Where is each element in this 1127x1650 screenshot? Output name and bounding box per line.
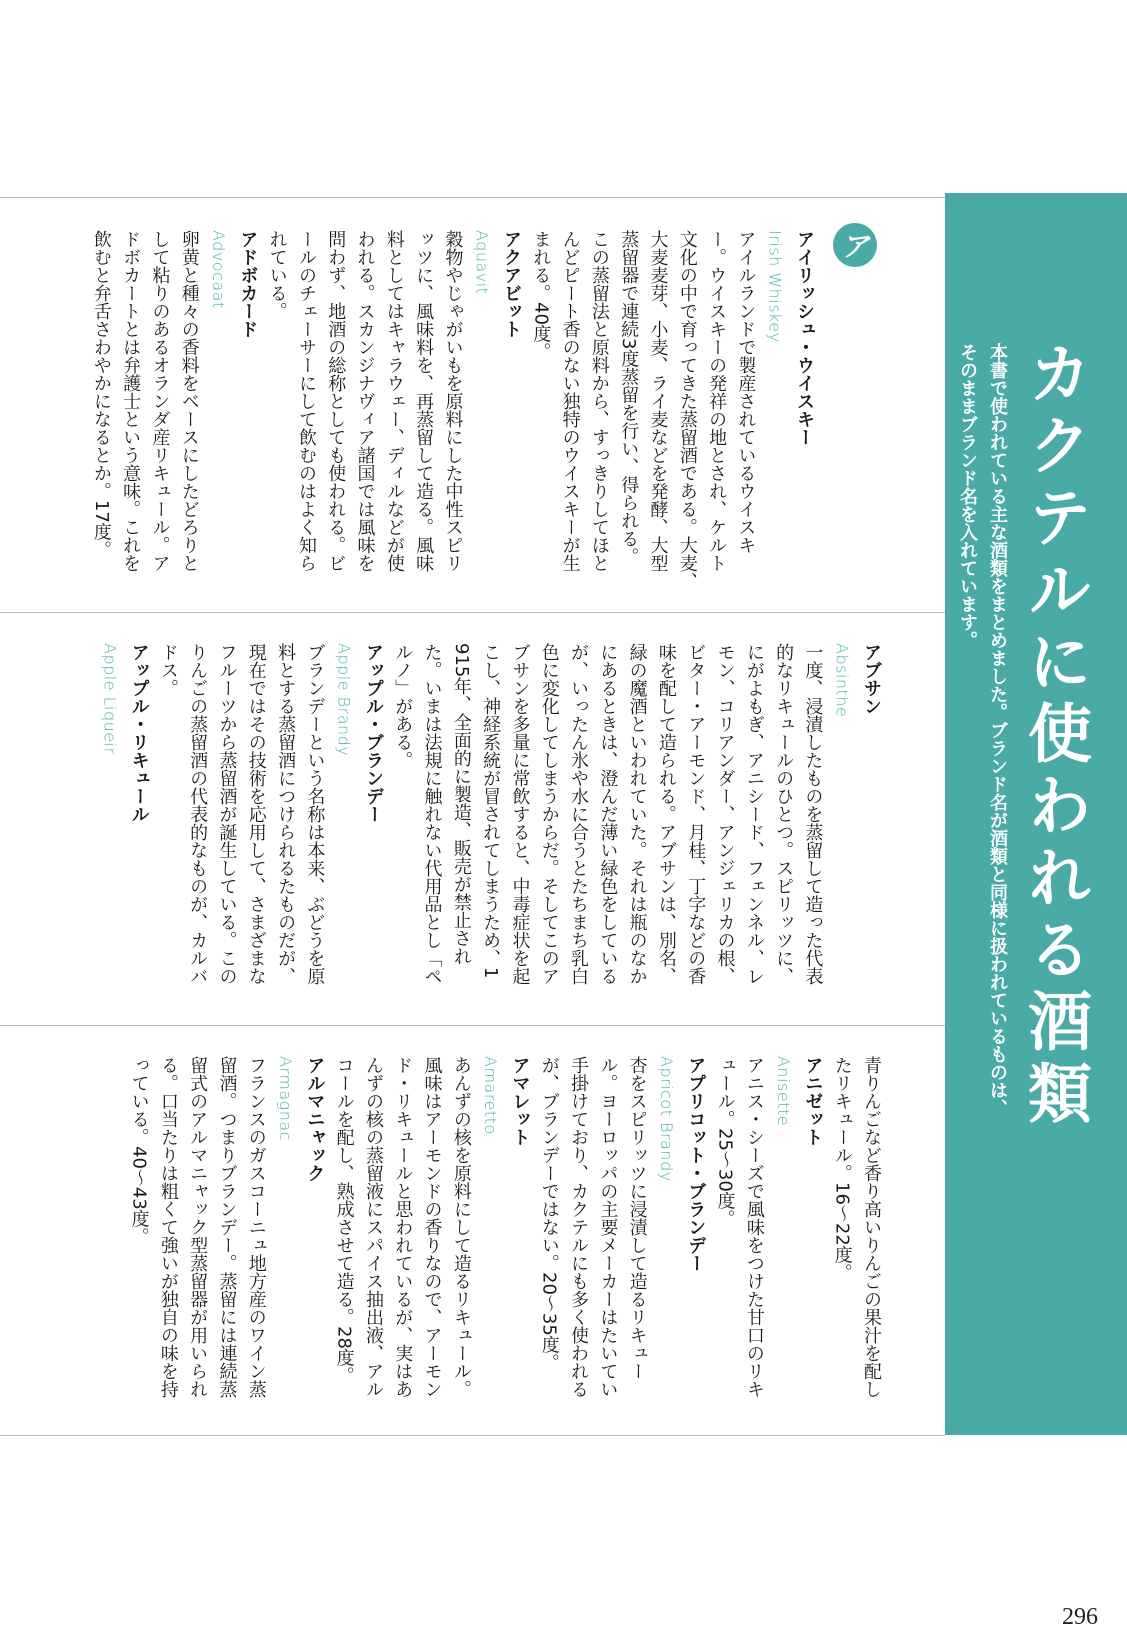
- entry-body-line: ールのチェーサーにして飲むのはよく知ら: [295, 230, 317, 572]
- entry-body-line: たリキュール。16～22度。: [831, 1056, 853, 1282]
- entry-body-line: 的なリキュールのひとつ。スピリッツに、: [773, 643, 795, 985]
- entry-romanized-name: Apricot Brandy: [656, 1056, 676, 1182]
- entry-body-line: われる。スカンジナヴィア諸国では風味を: [354, 230, 376, 572]
- entry-romanized-name: Apple Brandy: [334, 643, 354, 757]
- entry-body-line: フランスのガスコーニュ地方産のワイン蒸: [245, 1056, 267, 1398]
- entry-body-line: 留式のアルマニャック型蒸留器が用いられ: [187, 1056, 209, 1398]
- entry-body-line: 味を配して造られる。アブサンは、別名、: [655, 643, 677, 985]
- entry-body-line: にあるときは、澄んだ薄い緑色をしている: [597, 643, 619, 985]
- entry-heading: アップル・リキュール: [128, 643, 150, 823]
- entry-body-line: 問わず、地酒の総称としても使われる。ビ: [325, 230, 347, 572]
- entry-body-line: あんずの核を原料にして造るリキュール。: [450, 1056, 472, 1398]
- entry-body-line: ッツに、風味料を、再蒸留して造る。風味: [413, 230, 435, 572]
- entry-heading: アップル・ブランデー: [362, 643, 384, 823]
- entry-romanized-name: Armagnac: [276, 1056, 296, 1141]
- entry-body-line: 文化の中で育ってきた蒸留酒である。大麦、: [676, 230, 698, 590]
- entry-heading: アクアビット: [501, 230, 523, 338]
- entry-body-line: 色に変化してしまうからだ。そしてこのア: [538, 643, 560, 985]
- entry-body-line: 現在ではその技術を応用して、さまざまな: [245, 643, 267, 985]
- entry-body-line: コールを配し、熟成させて造る。28度。: [333, 1056, 355, 1385]
- subtitle-line: そのままブランド名を入れています。: [957, 343, 978, 649]
- entry-romanized-name: Amaretto: [481, 1056, 501, 1135]
- page-title: カクテルに使われる酒類: [1017, 340, 1091, 1132]
- entry-heading: アマレット: [509, 1056, 531, 1146]
- entry-body-line: まれる。40度。: [530, 230, 552, 361]
- entry-body-line: 915年、全面的に製造、販売が禁止され: [450, 643, 472, 966]
- entry-romanized-name: Advocaat: [209, 230, 229, 309]
- entry-body-line: た。いまは法規に触れない代用品とし「ペ: [421, 643, 443, 985]
- entry-body-line: 杏をスピリッツに浸漬して造るリキュー: [626, 1056, 648, 1380]
- entry-body-line: ドス。: [157, 643, 179, 697]
- entry-body-line: ビター・アーモンド、月桂、丁字などの香: [685, 643, 707, 985]
- subtitle-line: 本書で使われている主な酒類をまとめました。ブランド名が酒類と同様に扱われているものは、: [987, 343, 1008, 1117]
- entry-romanized-name: Absinthe: [832, 643, 852, 718]
- entry-heading: アドボカード: [237, 230, 259, 338]
- entry-body-line: んずの核の蒸留液にスパイス抽出液、アル: [362, 1056, 384, 1398]
- entry-body-line: 留酒。つまりブランデー。蒸留には連続蒸: [216, 1056, 238, 1398]
- entry-block-bottom: [124, 1056, 886, 1436]
- entry-body-line: 大麦麦芽、小麦、ライ麦などを発酵、大型: [647, 230, 669, 572]
- page-subtitle: [950, 343, 1012, 1117]
- page-number: 296: [1062, 1604, 1098, 1630]
- section-badge-a: ア: [833, 223, 877, 267]
- entry-block-top: [87, 230, 819, 610]
- entry-body-line: 一度、浸漬したものを蒸留して造った代表: [802, 643, 824, 985]
- entry-romanized-name: Anisette: [774, 1056, 794, 1127]
- entry-block-middle: [95, 643, 886, 1023]
- entry-body-line: れている。: [266, 230, 288, 320]
- entry-body-line: 穀物やじゃがいもを原料にした中性スピリ: [442, 230, 464, 572]
- entry-body-line: ドボカートとは弁護士という意味。これを: [120, 230, 142, 572]
- entry-body-line: ー。ウイスキーの発祥の地とされ、ケルト: [706, 230, 728, 572]
- entry-body-line: して粘りのあるオランダ産リキュール。ア: [149, 230, 171, 572]
- entry-body-line: 緑の魔酒といわれていた。それは瓶のなか: [626, 643, 648, 985]
- entry-body-line: んどピート香のない独特のウイスキーが生: [559, 230, 581, 572]
- divider-top: [0, 197, 945, 198]
- entry-body-line: 風味はアーモンドの香りなので、アーモン: [421, 1056, 443, 1398]
- entry-heading: アイリッシュ・ウイスキー: [794, 230, 815, 446]
- entry-body-line: が、ブランデーではない。20～35度。: [538, 1056, 560, 1372]
- entry-heading: アブサン: [861, 643, 882, 715]
- entry-body-line: ルノ」がある。: [392, 643, 414, 769]
- entry-body-line: 蒸留器で連続3度蒸留を行い、得られる。: [618, 230, 640, 566]
- entry-body-line: 青りんごなど香り高いりんごの果汁を配し: [861, 1056, 882, 1398]
- entry-body-line: ブランデーという名称は本来、ぶどうを原: [304, 643, 326, 985]
- entry-romanized-name: Irish Whiskey: [765, 230, 785, 343]
- entry-romanized-name: Apple Liqueir: [100, 643, 120, 755]
- entry-body-line: この蒸留法と原料から、すっきりしてほと: [588, 230, 610, 572]
- entry-body-line: ル。ヨーロッパの主要メーカーはたいてい: [597, 1056, 619, 1398]
- entry-body-line: アイルランドで製産されているウイスキ: [735, 230, 757, 554]
- entry-body-line: 料としてはキャラウェー、ディルなどが使: [383, 230, 405, 572]
- entry-body-line: にがよもぎ、アニシード、フェンネル、レ: [743, 643, 765, 985]
- entry-body-line: る。口当たりは粗くて強いが独自の味を持: [157, 1056, 179, 1398]
- entry-body-line: っている。40～43度。: [128, 1056, 150, 1246]
- entry-body-line: ド・リキュールと思われているが、実はあ: [392, 1056, 414, 1398]
- entry-heading: アニゼット: [802, 1056, 824, 1146]
- divider-1: [0, 612, 945, 613]
- entry-body-line: フルーツから蒸留酒が誕生している。この: [216, 643, 238, 985]
- entry-body-line: こし、神経系統が冒されてしまうため、1: [480, 643, 502, 979]
- entry-body-line: アニス・シーズで風味をつけた甘口のリキ: [743, 1056, 765, 1398]
- entry-romanized-name: Aquavit: [472, 230, 492, 295]
- entry-body-line: 卵黄と種々の香料をベースにしたどろりと: [178, 230, 200, 572]
- entry-body-line: が、いったん氷や水に合うとたちまち乳白: [568, 643, 590, 985]
- entry-body-line: ブサンを多量に常飲すると、中毒症状を起: [509, 643, 531, 985]
- entry-body-line: モン、コリアンダー、アンジェリカの根、: [714, 643, 736, 985]
- entry-body-line: ュール。25～30度。: [714, 1056, 736, 1228]
- entry-heading: アルマニャック: [304, 1056, 326, 1182]
- divider-2: [0, 1025, 945, 1026]
- entry-body-line: りんごの蒸留酒の代表的なものが、カルバ: [187, 643, 209, 985]
- entry-body-line: 飲むと弁舌さわやかになるとか。17度。: [90, 230, 112, 559]
- entry-body-line: 手掛けており、カクテルにも多く使われる: [568, 1056, 590, 1398]
- entry-heading: アプリコット・ブランデー: [685, 1056, 707, 1272]
- entry-body-line: 料とする蒸留酒につけられるたものだが、: [275, 643, 297, 985]
